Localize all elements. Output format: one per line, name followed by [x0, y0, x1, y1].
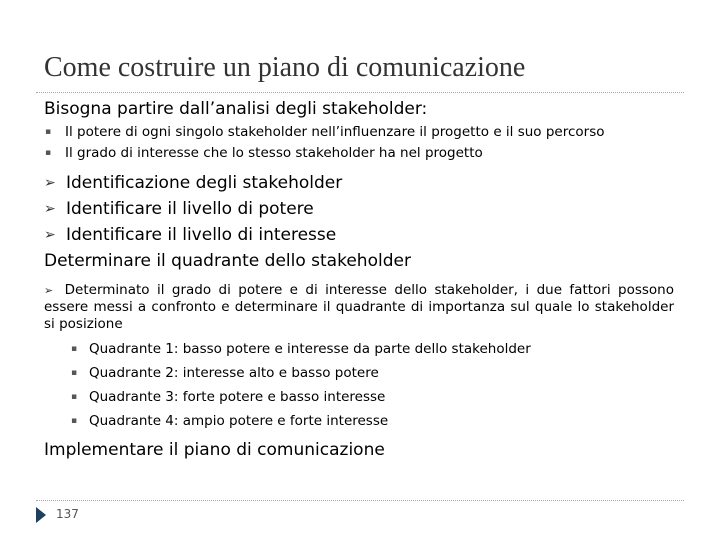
bullet-icon: ▪ [71, 416, 78, 426]
slide-title: Come costruire un piano di comunicazione [44, 52, 526, 83]
arrow-item [44, 222, 684, 248]
quadrant-paragraph [44, 282, 674, 333]
intro-bullet-text: Il grado di interesse che lo stesso stakeholder ha nel progetto [65, 145, 483, 161]
bullet-icon: ▪ [71, 368, 78, 378]
triangle-marker-icon [36, 507, 46, 523]
quadrant-item [44, 385, 684, 409]
arrow-item [44, 196, 684, 222]
quadrant-item [44, 337, 684, 361]
quadrant-item-text: Quadrante 2: interesse alto e basso potere [89, 365, 379, 381]
quadrant-item-text: Quadrante 3: forte potere e basso interesse [89, 389, 386, 405]
intro-heading: Bisogna partire dall’analisi degli stakeholder: [44, 99, 428, 119]
title-divider [36, 92, 684, 93]
arrow-item-text: Identificazione degli stakeholder [66, 173, 343, 193]
bullet-icon: ▪ [71, 392, 78, 402]
arrow-icon: ➢ [44, 175, 56, 191]
quadrant-paragraph-text: Determinato il grado di potere e di interesse dello stakeholder, i due fattori possono essere messi a confronto e determinare il quadrante di importanza sul quale lo stakeholder si posizione [44, 282, 674, 332]
bullet-icon: ▪ [45, 148, 52, 158]
bullet-icon: ▪ [45, 127, 52, 137]
quadrant-item [44, 361, 684, 385]
slide-body [44, 96, 684, 463]
arrow-icon: ➢ [44, 201, 56, 217]
quadrant-heading: Determinare il quadrante dello stakeholder [44, 251, 411, 271]
arrow-item-text: Identificare il livello di interesse [66, 225, 337, 245]
quadrant-item-text: Quadrante 1: basso potere e interesse da parte dello stakeholder [89, 341, 531, 357]
intro-bullet-text: Il potere di ogni singolo stakeholder nell’influenzare il progetto e il suo percorso [65, 124, 605, 140]
arrow-icon: ➢ [44, 284, 54, 297]
intro-bullet [44, 122, 684, 143]
final-heading: Implementare il piano di comunicazione [44, 440, 385, 460]
arrow-icon: ➢ [44, 227, 56, 243]
arrow-item [44, 170, 684, 196]
quadrant-item [44, 409, 684, 433]
arrow-item-text: Identificare il livello di potere [66, 199, 314, 219]
page-number: 137 [56, 507, 79, 521]
intro-bullet [44, 143, 684, 164]
quadrant-item-text: Quadrante 4: ampio potere e forte interesse [89, 413, 389, 429]
footer-divider [36, 500, 684, 501]
bullet-icon: ▪ [71, 344, 78, 354]
